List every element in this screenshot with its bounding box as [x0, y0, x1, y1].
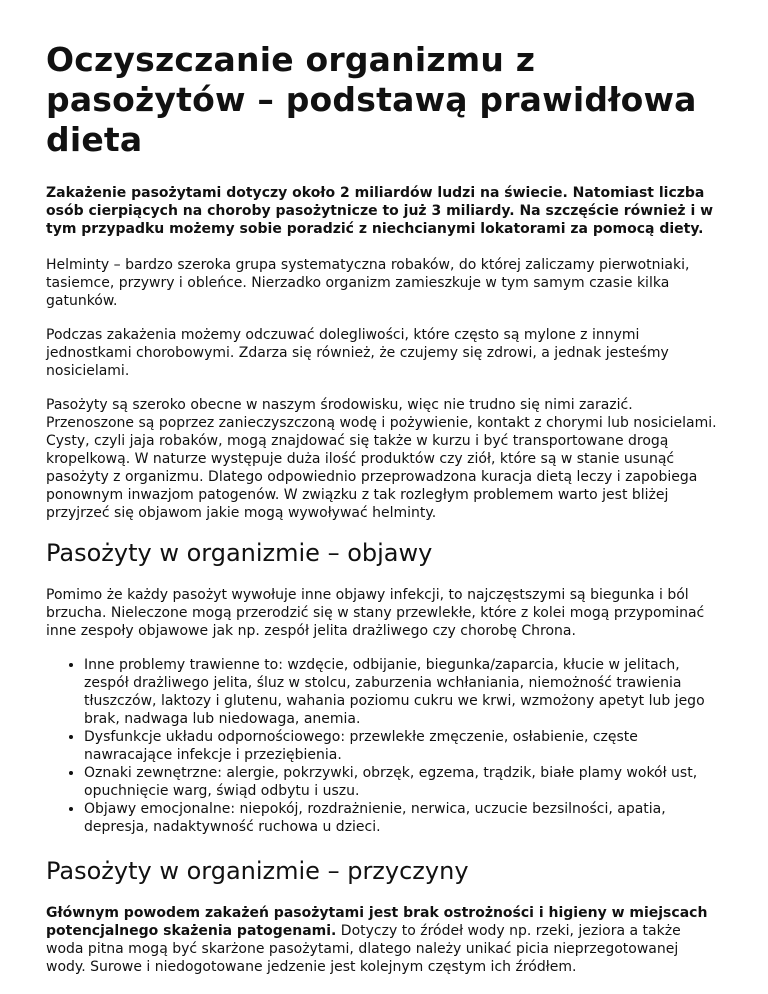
list-item: • Objawy emocjonalne: niepokój, rozdrażnienie, nerwica, uczucie bezsilności, apatia, depresja, nadaktywność ruchowa u dzieci. [84, 800, 722, 836]
causes-rest-text: Dotyczy to źródeł wody np. rzeki, jeziora a także woda pitna mogą być skarżone pasożytami, dlatego należy unikać picia nieprzegotowanej wody. Surowe i niedogotowane jedzenie jest kolejnym częstym ich źródłem. [46, 923, 681, 975]
symptoms-list [46, 656, 722, 836]
paragraph-przenoszenie: Pasożyty są szeroko obecne w naszym środowisku, więc nie trudno się nimi zarazić. Przenoszone są poprzez zanieczyszczoną wodę i pożywienie, kontakt z chorymi lub nosicielami. Cysty, czyli jaja robaków, mogą znajdować się także w kurzu i być transportowane drogą kropelkową. W naturze występuje duża ilość produktów czy ziół, które są w stanie usunąć pasożyty z organizmu. Dlatego odpowiednio przeprowadzona kuracja dietą leczy i zapobiega ponownym inwazjom patogenów. W związku z tak rozległym problemem warto jest bliżej przyjrzeć się objawom jakie mogą wywoływać helminty. [46, 397, 717, 521]
list-item: • Inne problemy trawienne to: wzdęcie, odbijanie, biegunka/zaparcia, kłucie w jelitach, zespół drażliwego jelita, śluz w stolcu, zaburzenia wchłaniania, niemożność trawienia tłuszczów, laktozy i glutenu, wahania poziomu cukru we krwi, wzmożony apetyt lub jego brak, nadwaga lub niedowaga, anemia. [84, 656, 722, 728]
section-heading-symptoms: Pasożyty w organizmie – objawy [46, 539, 433, 567]
section-heading-causes: Pasożyty w organizmie – przyczyny [46, 857, 469, 885]
list-item: • Oznaki zewnętrzne: alergie, pokrzywki, obrzęk, egzema, trądzik, białe plamy wokół ust, opuchnięcie warg, świąd odbytu i uszu. [84, 764, 722, 800]
causes-bold-text: Głównym powodem zakażeń pasożytami jest brak ostrożności i higieny w miejscach potencjalnego skażenia patogenami. [46, 905, 708, 939]
symptoms-intro: Pomimo że każdy pasożyt wywołuje inne objawy infekcji, to najczęstszymi są biegunka i ból brzucha. Nieleczone mogą przerodzić się w stany przewlekłe, które z kolei mogą przypominać inne zespoły objawowe jak np. zespół jelita drażliwego czy chorobę Chrona. [46, 587, 705, 639]
page-title: Oczyszczanie organizmu z pasożytów – podstawą prawidłowa dieta [46, 40, 697, 159]
paragraph-zakazenie: Podczas zakażenia możemy odczuwać dolegliwości, które często są mylone z innymi jednostkami chorobowymi. Zdarza się również, że czujemy się zdrowi, a jednak jesteśmy nosicielami. [46, 327, 669, 379]
paragraph-helminty: Helminty – bardzo szeroka grupa systematyczna robaków, do której zaliczamy pierwotniaki, tasiemce, przywry i obleńce. Nierzadko organizm zamieszkuje w tym samym czasie kilka gatunków. [46, 257, 690, 309]
causes-paragraph [46, 904, 722, 976]
lead-paragraph: Zakażenie pasożytami dotyczy około 2 miliardów ludzi na świecie. Natomiast liczba osób cierpiących na choroby pasożytnicze to już 3 miliardy. Na szczęście również i w tym przypadku możemy sobie poradzić z niechcianymi lokatorami za pomocą diety. [46, 185, 714, 237]
list-item: • Dysfunkcje układu odpornościowego: przewlekłe zmęczenie, osłabienie, częste nawracające infekcje i przeziębienia. [84, 728, 722, 764]
